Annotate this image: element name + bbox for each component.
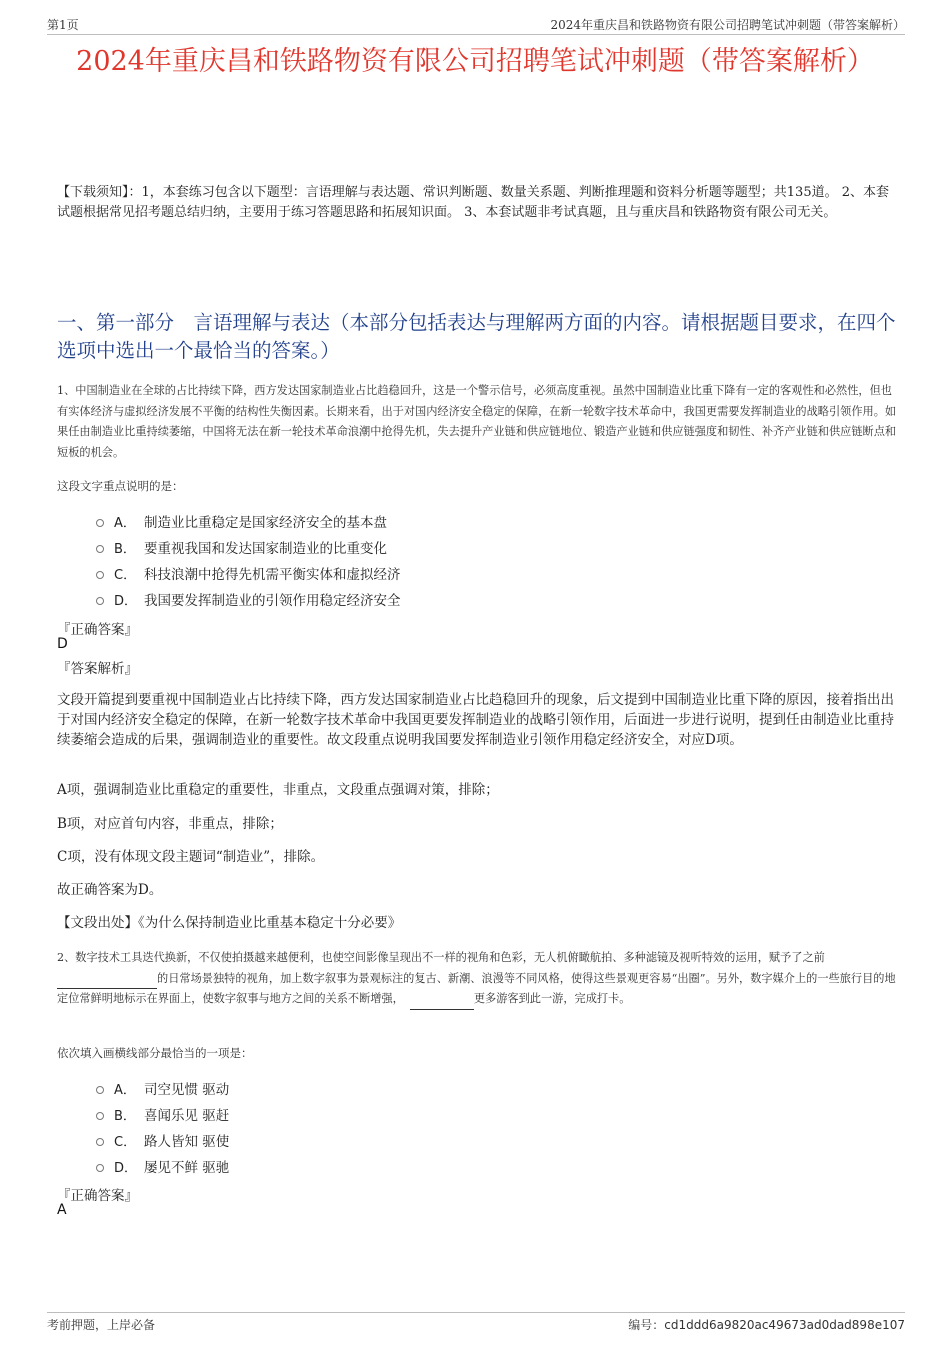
radio-icon[interactable]	[96, 1138, 104, 1146]
radio-icon[interactable]	[96, 1164, 104, 1172]
answer-label: 『正确答案』	[57, 622, 138, 638]
option-b[interactable]: B． 要重视我国和发达国家制造业的比重变化	[96, 534, 401, 560]
radio-icon[interactable]	[96, 571, 104, 579]
analysis-line-c: C项，没有体现文段主题词“制造业”，排除。	[57, 849, 325, 865]
analysis-line-b: B项，对应首句内容，非重点，排除；	[57, 816, 283, 832]
passage-source: 【文段出处】《为什么保持制造业比重基本稳定十分必要》	[57, 915, 402, 931]
fill-blank-2[interactable]	[410, 995, 474, 1010]
option-a[interactable]: A． 制造业比重稳定是国家经济安全的基本盘	[96, 508, 401, 534]
answer-value: A	[57, 1202, 67, 1218]
footer-slogan: 考前押题，上岸必备	[47, 1318, 156, 1332]
question-1-options	[96, 508, 401, 612]
answer-value: D	[57, 636, 68, 652]
header-doc-title: 2024年重庆昌和铁路物资有限公司招聘笔试冲刺题（带答案解析）	[550, 18, 905, 32]
page-header	[47, 14, 905, 35]
analysis-text: 文段开篇提到要重视中国制造业占比持续下降，西方发达国家制造业占比趋稳回升的现象，后文提到中国制造业比重下降的原因，接着指出出于对国内经济安全稳定的保障，在新一轮数字技术革命中我国更要发挥制造业的战略引领作用，后面进一步进行说明，提到任由制造业比重持续萎缩会造成的后果，强调制造业的重要性。故文段重点说明我国要发挥制造业引领作用稳定经济安全，对应D项。	[57, 692, 894, 748]
answer-label: 『正确答案』	[57, 1188, 138, 1204]
question-1-prompt: 这段文字重点说明的是：	[57, 479, 184, 493]
question-2-options	[96, 1075, 229, 1179]
section-heading: 一、第一部分 言语理解与表达（本部分包括表达与理解两方面的内容。请根据题目要求，在四个选项中选出一个最恰当的答案。）	[57, 311, 896, 362]
question-2-text: 2、数字技术工具迭代换新，不仅使拍摄越来越便利，也使空间影像呈现出不一样的视角和色彩，无人机俯瞰航拍、多种滤镜及视听特效的运用，赋予了之前的日常场景独特的视角，加上数字叙事为景观标注的复古、新潮、浪漫等不同风格，使得这些景观更容易“出圈”。另外，数字媒介上的一些旅行目的地定位常鲜明地标示在界面上，使数字叙事与地方之间的关系不断增强， 更多游客到此一游，完成打卡。	[57, 948, 898, 1010]
analysis-conclusion: 故正确答案为D。	[57, 882, 163, 898]
fill-blank-1[interactable]	[57, 974, 157, 989]
page-number: 第1页	[47, 18, 79, 32]
radio-icon[interactable]	[96, 597, 104, 605]
footer-code: 编号：cd1ddd6a9820ac49673ad0dad898e107	[628, 1318, 905, 1332]
option-a[interactable]: A． 司空见惯 驱动	[96, 1075, 229, 1101]
option-d[interactable]: D． 我国要发挥制造业的引领作用稳定经济安全	[96, 586, 401, 612]
option-c[interactable]: C． 科技浪潮中抢得先机需平衡实体和虚拟经济	[96, 560, 401, 586]
analysis-label: 『答案解析』	[57, 661, 138, 677]
radio-icon[interactable]	[96, 1112, 104, 1120]
page-title: 2024年重庆昌和铁路物资有限公司招聘笔试冲刺题（带答案解析）	[76, 46, 874, 77]
question-2-prompt: 依次填入画横线部分最恰当的一项是：	[57, 1046, 253, 1060]
download-notice: 【下载须知】：1，本套练习包含以下题型：言语理解与表达题、常识判断题、数量关系题、判断推理题和资料分析题等题型；共135道。 2、本套试题根据常见招考题总结归纳，主要用于练习答题思路和拓展知识面。 3、本套试题非考试真题，且与重庆昌和铁路物资有限公司无关。	[57, 185, 889, 220]
radio-icon[interactable]	[96, 519, 104, 527]
page-footer	[47, 1312, 905, 1332]
analysis-line-a: A项，强调制造业比重稳定的重要性，非重点，文段重点强调对策，排除；	[57, 782, 499, 798]
option-d[interactable]: D． 屡见不鲜 驱驰	[96, 1153, 229, 1179]
radio-icon[interactable]	[96, 1086, 104, 1094]
question-1-text: 1、中国制造业在全球的占比持续下降，西方发达国家制造业占比趋稳回升，这是一个警示信号，必须高度重视。虽然中国制造业比重下降有一定的客观性和必然性，但也有实体经济与虚拟经济发展不平衡的结构性失衡因素。长期来看，出于对国内经济安全稳定的保障，在新一轮数字技术革命中，我国更需要发挥制造业的战略引领作用。如果任由制造业比重持续萎缩，中国将无法在新一轮技术革命浪潮中抢得先机，失去提升产业链和供应链地位、锻造产业链和供应链强度和韧性、补齐产业链和供应链断点和短板的机会。	[57, 384, 897, 459]
option-c[interactable]: C． 路人皆知 驱使	[96, 1127, 229, 1153]
radio-icon[interactable]	[96, 545, 104, 553]
option-b[interactable]: B． 喜闻乐见 驱赶	[96, 1101, 229, 1127]
